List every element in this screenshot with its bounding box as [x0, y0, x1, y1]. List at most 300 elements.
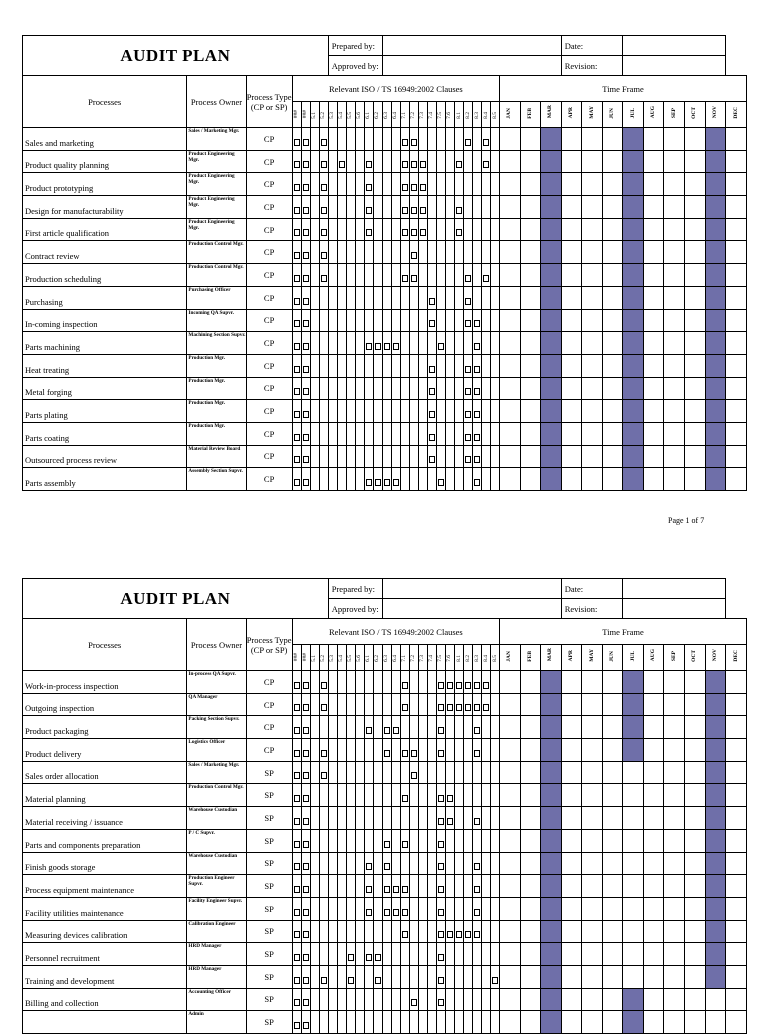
clause-cell[interactable] — [337, 241, 346, 264]
clause-cell[interactable] — [337, 807, 346, 830]
clause-cell[interactable] — [445, 128, 454, 151]
clause-cell[interactable] — [464, 829, 473, 852]
clause-cell[interactable] — [310, 354, 319, 377]
clause-checkbox[interactable] — [366, 909, 372, 916]
clause-checkbox[interactable] — [384, 886, 390, 893]
month-cell[interactable] — [664, 445, 685, 468]
clause-cell[interactable] — [346, 807, 355, 830]
clause-cell[interactable] — [355, 400, 364, 423]
clause-cell[interactable] — [301, 965, 310, 988]
clause-checkbox[interactable] — [411, 999, 417, 1006]
clause-cell[interactable] — [310, 671, 319, 694]
clause-cell[interactable] — [445, 988, 454, 1011]
month-cell[interactable] — [726, 422, 747, 445]
clause-cell[interactable] — [418, 852, 427, 875]
clause-checkbox[interactable] — [456, 931, 462, 938]
clause-cell[interactable] — [382, 377, 391, 400]
month-cell[interactable] — [561, 445, 582, 468]
clause-checkbox[interactable] — [474, 931, 480, 938]
clause-cell[interactable] — [355, 241, 364, 264]
clause-cell[interactable] — [464, 784, 473, 807]
clause-cell[interactable] — [364, 739, 373, 762]
clause-cell[interactable] — [292, 671, 301, 694]
clause-cell[interactable] — [292, 716, 301, 739]
clause-cell[interactable] — [491, 400, 500, 423]
clause-cell[interactable] — [391, 761, 400, 784]
clause-cell[interactable] — [310, 332, 319, 355]
clause-checkbox[interactable] — [438, 931, 444, 938]
clause-cell[interactable] — [337, 264, 346, 287]
clause-cell[interactable] — [491, 784, 500, 807]
clause-cell[interactable] — [292, 173, 301, 196]
clause-cell[interactable] — [400, 400, 409, 423]
clause-cell[interactable] — [400, 829, 409, 852]
clause-cell[interactable] — [391, 784, 400, 807]
month-cell[interactable] — [685, 309, 706, 332]
clause-cell[interactable] — [364, 196, 373, 219]
clause-cell[interactable] — [409, 128, 418, 151]
clause-cell[interactable] — [427, 241, 436, 264]
clause-cell[interactable] — [319, 784, 328, 807]
clause-cell[interactable] — [482, 150, 491, 173]
clause-cell[interactable] — [355, 761, 364, 784]
clause-cell[interactable] — [409, 400, 418, 423]
clause-checkbox[interactable] — [294, 229, 300, 236]
month-cell[interactable] — [520, 150, 541, 173]
month-cell[interactable] — [602, 897, 623, 920]
clause-cell[interactable] — [482, 354, 491, 377]
clause-cell[interactable] — [319, 241, 328, 264]
scheduled-month-cell[interactable] — [623, 693, 644, 716]
clause-cell[interactable] — [319, 920, 328, 943]
clause-checkbox[interactable] — [456, 161, 462, 168]
clause-cell[interactable] — [491, 988, 500, 1011]
clause-cell[interactable] — [355, 875, 364, 898]
clause-cell[interactable] — [400, 264, 409, 287]
clause-checkbox[interactable] — [375, 977, 381, 984]
clause-cell[interactable] — [391, 286, 400, 309]
clause-cell[interactable] — [400, 286, 409, 309]
clause-cell[interactable] — [355, 150, 364, 173]
clause-cell[interactable] — [427, 400, 436, 423]
clause-cell[interactable] — [328, 128, 337, 151]
month-cell[interactable] — [602, 739, 623, 762]
clause-cell[interactable] — [319, 218, 328, 241]
clause-cell[interactable] — [418, 671, 427, 694]
month-cell[interactable] — [582, 422, 603, 445]
clause-cell[interactable] — [373, 241, 382, 264]
month-cell[interactable] — [643, 897, 664, 920]
month-cell[interactable] — [520, 784, 541, 807]
clause-checkbox[interactable] — [384, 909, 390, 916]
clause-cell[interactable] — [482, 852, 491, 875]
clause-cell[interactable] — [382, 264, 391, 287]
clause-cell[interactable] — [436, 965, 445, 988]
month-cell[interactable] — [602, 286, 623, 309]
clause-cell[interactable] — [391, 128, 400, 151]
clause-cell[interactable] — [292, 829, 301, 852]
clause-cell[interactable] — [436, 150, 445, 173]
month-cell[interactable] — [664, 218, 685, 241]
clause-cell[interactable] — [482, 332, 491, 355]
month-cell[interactable] — [726, 218, 747, 241]
month-cell[interactable] — [582, 943, 603, 966]
clause-cell[interactable] — [436, 241, 445, 264]
clause-cell[interactable] — [418, 988, 427, 1011]
clause-checkbox[interactable] — [294, 704, 300, 711]
month-cell[interactable] — [520, 218, 541, 241]
clause-cell[interactable] — [409, 716, 418, 739]
clause-cell[interactable] — [445, 241, 454, 264]
month-cell[interactable] — [520, 739, 541, 762]
month-cell[interactable] — [520, 920, 541, 943]
month-cell[interactable] — [561, 1011, 582, 1034]
clause-cell[interactable] — [400, 173, 409, 196]
clause-cell[interactable] — [319, 988, 328, 1011]
clause-cell[interactable] — [364, 400, 373, 423]
clause-checkbox[interactable] — [402, 909, 408, 916]
month-cell[interactable] — [561, 196, 582, 219]
clause-cell[interactable] — [373, 264, 382, 287]
month-cell[interactable] — [726, 829, 747, 852]
clause-cell[interactable] — [346, 196, 355, 219]
clause-cell[interactable] — [418, 920, 427, 943]
clause-cell[interactable] — [455, 761, 464, 784]
clause-cell[interactable] — [473, 739, 482, 762]
clause-cell[interactable] — [445, 400, 454, 423]
clause-cell[interactable] — [301, 332, 310, 355]
month-cell[interactable] — [520, 716, 541, 739]
month-cell[interactable] — [500, 1011, 521, 1034]
month-cell[interactable] — [520, 693, 541, 716]
clause-checkbox[interactable] — [456, 229, 462, 236]
clause-cell[interactable] — [418, 761, 427, 784]
clause-cell[interactable] — [409, 1011, 418, 1034]
clause-cell[interactable] — [292, 852, 301, 875]
clause-cell[interactable] — [328, 784, 337, 807]
clause-cell[interactable] — [292, 875, 301, 898]
clause-cell[interactable] — [373, 761, 382, 784]
clause-cell[interactable] — [310, 784, 319, 807]
clause-checkbox[interactable] — [303, 479, 309, 486]
clause-cell[interactable] — [491, 354, 500, 377]
clause-cell[interactable] — [310, 422, 319, 445]
month-cell[interactable] — [726, 286, 747, 309]
scheduled-month-cell[interactable] — [705, 468, 726, 491]
clause-cell[interactable] — [445, 897, 454, 920]
month-cell[interactable] — [500, 309, 521, 332]
clause-cell[interactable] — [382, 445, 391, 468]
month-cell[interactable] — [602, 852, 623, 875]
month-cell[interactable] — [685, 264, 706, 287]
scheduled-month-cell[interactable] — [623, 241, 644, 264]
month-cell[interactable] — [582, 445, 603, 468]
clause-cell[interactable] — [409, 875, 418, 898]
clause-cell[interactable] — [491, 332, 500, 355]
month-cell[interactable] — [500, 286, 521, 309]
clause-cell[interactable] — [473, 309, 482, 332]
clause-cell[interactable] — [427, 422, 436, 445]
month-cell[interactable] — [726, 807, 747, 830]
clause-cell[interactable] — [482, 445, 491, 468]
clause-cell[interactable] — [473, 965, 482, 988]
clause-cell[interactable] — [436, 264, 445, 287]
clause-cell[interactable] — [319, 829, 328, 852]
month-cell[interactable] — [685, 128, 706, 151]
clause-cell[interactable] — [409, 286, 418, 309]
clause-cell[interactable] — [436, 807, 445, 830]
clause-cell[interactable] — [355, 309, 364, 332]
clause-cell[interactable] — [391, 218, 400, 241]
clause-checkbox[interactable] — [393, 343, 399, 350]
clause-cell[interactable] — [464, 761, 473, 784]
clause-cell[interactable] — [310, 988, 319, 1011]
scheduled-month-cell[interactable] — [541, 286, 562, 309]
month-cell[interactable] — [623, 829, 644, 852]
clause-cell[interactable] — [436, 1011, 445, 1034]
month-cell[interactable] — [623, 897, 644, 920]
clause-cell[interactable] — [391, 716, 400, 739]
clause-cell[interactable] — [301, 897, 310, 920]
clause-cell[interactable] — [382, 400, 391, 423]
clause-cell[interactable] — [436, 286, 445, 309]
clause-checkbox[interactable] — [465, 456, 471, 463]
clause-cell[interactable] — [464, 739, 473, 762]
clause-cell[interactable] — [346, 332, 355, 355]
month-cell[interactable] — [602, 128, 623, 151]
clause-cell[interactable] — [418, 422, 427, 445]
clause-checkbox[interactable] — [294, 207, 300, 214]
clause-cell[interactable] — [409, 693, 418, 716]
clause-checkbox[interactable] — [402, 931, 408, 938]
month-cell[interactable] — [685, 173, 706, 196]
month-cell[interactable] — [685, 218, 706, 241]
clause-cell[interactable] — [455, 468, 464, 491]
month-cell[interactable] — [602, 965, 623, 988]
clause-checkbox[interactable] — [411, 229, 417, 236]
month-cell[interactable] — [561, 875, 582, 898]
month-cell[interactable] — [500, 693, 521, 716]
clause-cell[interactable] — [301, 716, 310, 739]
month-cell[interactable] — [602, 377, 623, 400]
month-cell[interactable] — [602, 829, 623, 852]
month-cell[interactable] — [643, 422, 664, 445]
clause-cell[interactable] — [491, 445, 500, 468]
clause-checkbox[interactable] — [465, 931, 471, 938]
clause-cell[interactable] — [373, 739, 382, 762]
clause-cell[interactable] — [400, 761, 409, 784]
clause-cell[interactable] — [455, 988, 464, 1011]
month-cell[interactable] — [726, 965, 747, 988]
scheduled-month-cell[interactable] — [541, 716, 562, 739]
clause-cell[interactable] — [346, 897, 355, 920]
clause-cell[interactable] — [455, 1011, 464, 1034]
clause-cell[interactable] — [391, 829, 400, 852]
clause-cell[interactable] — [355, 173, 364, 196]
clause-cell[interactable] — [464, 920, 473, 943]
clause-cell[interactable] — [464, 241, 473, 264]
clause-checkbox[interactable] — [294, 818, 300, 825]
clause-cell[interactable] — [337, 671, 346, 694]
clause-cell[interactable] — [482, 1011, 491, 1034]
clause-checkbox[interactable] — [411, 252, 417, 259]
month-cell[interactable] — [520, 897, 541, 920]
clause-cell[interactable] — [409, 422, 418, 445]
clause-cell[interactable] — [301, 807, 310, 830]
month-cell[interactable] — [500, 377, 521, 400]
clause-checkbox[interactable] — [366, 207, 372, 214]
clause-cell[interactable] — [364, 852, 373, 875]
clause-cell[interactable] — [328, 468, 337, 491]
clause-checkbox[interactable] — [303, 229, 309, 236]
clause-cell[interactable] — [346, 445, 355, 468]
clause-cell[interactable] — [337, 784, 346, 807]
clause-cell[interactable] — [391, 377, 400, 400]
clause-checkbox[interactable] — [303, 682, 309, 689]
clause-cell[interactable] — [382, 852, 391, 875]
clause-checkbox[interactable] — [420, 161, 426, 168]
clause-cell[interactable] — [418, 807, 427, 830]
clause-cell[interactable] — [328, 445, 337, 468]
clause-cell[interactable] — [491, 761, 500, 784]
month-cell[interactable] — [664, 739, 685, 762]
clause-cell[interactable] — [373, 897, 382, 920]
month-cell[interactable] — [726, 468, 747, 491]
clause-cell[interactable] — [292, 920, 301, 943]
scheduled-month-cell[interactable] — [541, 241, 562, 264]
clause-cell[interactable] — [337, 1011, 346, 1034]
clause-cell[interactable] — [482, 829, 491, 852]
clause-cell[interactable] — [346, 829, 355, 852]
clause-cell[interactable] — [445, 807, 454, 830]
month-cell[interactable] — [561, 150, 582, 173]
clause-checkbox[interactable] — [492, 977, 498, 984]
clause-cell[interactable] — [364, 761, 373, 784]
clause-cell[interactable] — [445, 965, 454, 988]
month-cell[interactable] — [685, 377, 706, 400]
month-cell[interactable] — [726, 897, 747, 920]
clause-cell[interactable] — [346, 671, 355, 694]
scheduled-month-cell[interactable] — [623, 150, 644, 173]
clause-cell[interactable] — [319, 286, 328, 309]
clause-cell[interactable] — [328, 761, 337, 784]
clause-cell[interactable] — [310, 829, 319, 852]
clause-cell[interactable] — [364, 716, 373, 739]
clause-cell[interactable] — [328, 829, 337, 852]
month-cell[interactable] — [643, 332, 664, 355]
clause-cell[interactable] — [427, 875, 436, 898]
clause-cell[interactable] — [464, 445, 473, 468]
clause-cell[interactable] — [436, 693, 445, 716]
clause-cell[interactable] — [409, 852, 418, 875]
clause-cell[interactable] — [373, 332, 382, 355]
month-cell[interactable] — [500, 422, 521, 445]
clause-cell[interactable] — [400, 218, 409, 241]
clause-checkbox[interactable] — [456, 704, 462, 711]
month-cell[interactable] — [520, 400, 541, 423]
clause-checkbox[interactable] — [303, 411, 309, 418]
clause-checkbox[interactable] — [465, 139, 471, 146]
clause-checkbox[interactable] — [303, 298, 309, 305]
clause-cell[interactable] — [400, 693, 409, 716]
clause-cell[interactable] — [445, 1011, 454, 1034]
clause-cell[interactable] — [436, 218, 445, 241]
clause-cell[interactable] — [355, 852, 364, 875]
clause-cell[interactable] — [436, 852, 445, 875]
month-cell[interactable] — [664, 693, 685, 716]
clause-cell[interactable] — [427, 128, 436, 151]
scheduled-month-cell[interactable] — [623, 445, 644, 468]
clause-checkbox[interactable] — [474, 366, 480, 373]
clause-cell[interactable] — [482, 128, 491, 151]
clause-cell[interactable] — [292, 784, 301, 807]
clause-cell[interactable] — [464, 332, 473, 355]
clause-cell[interactable] — [445, 445, 454, 468]
clause-cell[interactable] — [391, 150, 400, 173]
month-cell[interactable] — [520, 852, 541, 875]
month-cell[interactable] — [664, 943, 685, 966]
clause-cell[interactable] — [310, 286, 319, 309]
revision-field[interactable] — [623, 599, 726, 619]
month-cell[interactable] — [500, 173, 521, 196]
month-cell[interactable] — [602, 400, 623, 423]
clause-cell[interactable] — [391, 241, 400, 264]
clause-cell[interactable] — [328, 943, 337, 966]
month-cell[interactable] — [664, 196, 685, 219]
clause-cell[interactable] — [355, 218, 364, 241]
clause-checkbox[interactable] — [483, 161, 489, 168]
clause-cell[interactable] — [337, 150, 346, 173]
clause-cell[interactable] — [337, 965, 346, 988]
month-cell[interactable] — [520, 807, 541, 830]
clause-cell[interactable] — [346, 784, 355, 807]
clause-cell[interactable] — [391, 468, 400, 491]
clause-cell[interactable] — [391, 422, 400, 445]
clause-cell[interactable] — [391, 739, 400, 762]
clause-checkbox[interactable] — [294, 388, 300, 395]
clause-cell[interactable] — [400, 196, 409, 219]
clause-cell[interactable] — [346, 173, 355, 196]
clause-cell[interactable] — [319, 943, 328, 966]
clause-cell[interactable] — [418, 332, 427, 355]
scheduled-month-cell[interactable] — [705, 241, 726, 264]
clause-cell[interactable] — [292, 377, 301, 400]
clause-cell[interactable] — [491, 739, 500, 762]
clause-cell[interactable] — [473, 829, 482, 852]
month-cell[interactable] — [685, 286, 706, 309]
clause-cell[interactable] — [319, 468, 328, 491]
clause-checkbox[interactable] — [474, 320, 480, 327]
scheduled-month-cell[interactable] — [541, 309, 562, 332]
month-cell[interactable] — [664, 264, 685, 287]
clause-cell[interactable] — [482, 943, 491, 966]
clause-cell[interactable] — [445, 761, 454, 784]
clause-checkbox[interactable] — [294, 298, 300, 305]
clause-checkbox[interactable] — [294, 977, 300, 984]
clause-cell[interactable] — [455, 739, 464, 762]
month-cell[interactable] — [500, 716, 521, 739]
month-cell[interactable] — [685, 988, 706, 1011]
clause-cell[interactable] — [427, 173, 436, 196]
clause-cell[interactable] — [391, 943, 400, 966]
month-cell[interactable] — [602, 671, 623, 694]
clause-cell[interactable] — [292, 1011, 301, 1034]
month-cell[interactable] — [643, 920, 664, 943]
month-cell[interactable] — [643, 173, 664, 196]
clause-cell[interactable] — [319, 965, 328, 988]
clause-cell[interactable] — [418, 693, 427, 716]
clause-checkbox[interactable] — [294, 366, 300, 373]
